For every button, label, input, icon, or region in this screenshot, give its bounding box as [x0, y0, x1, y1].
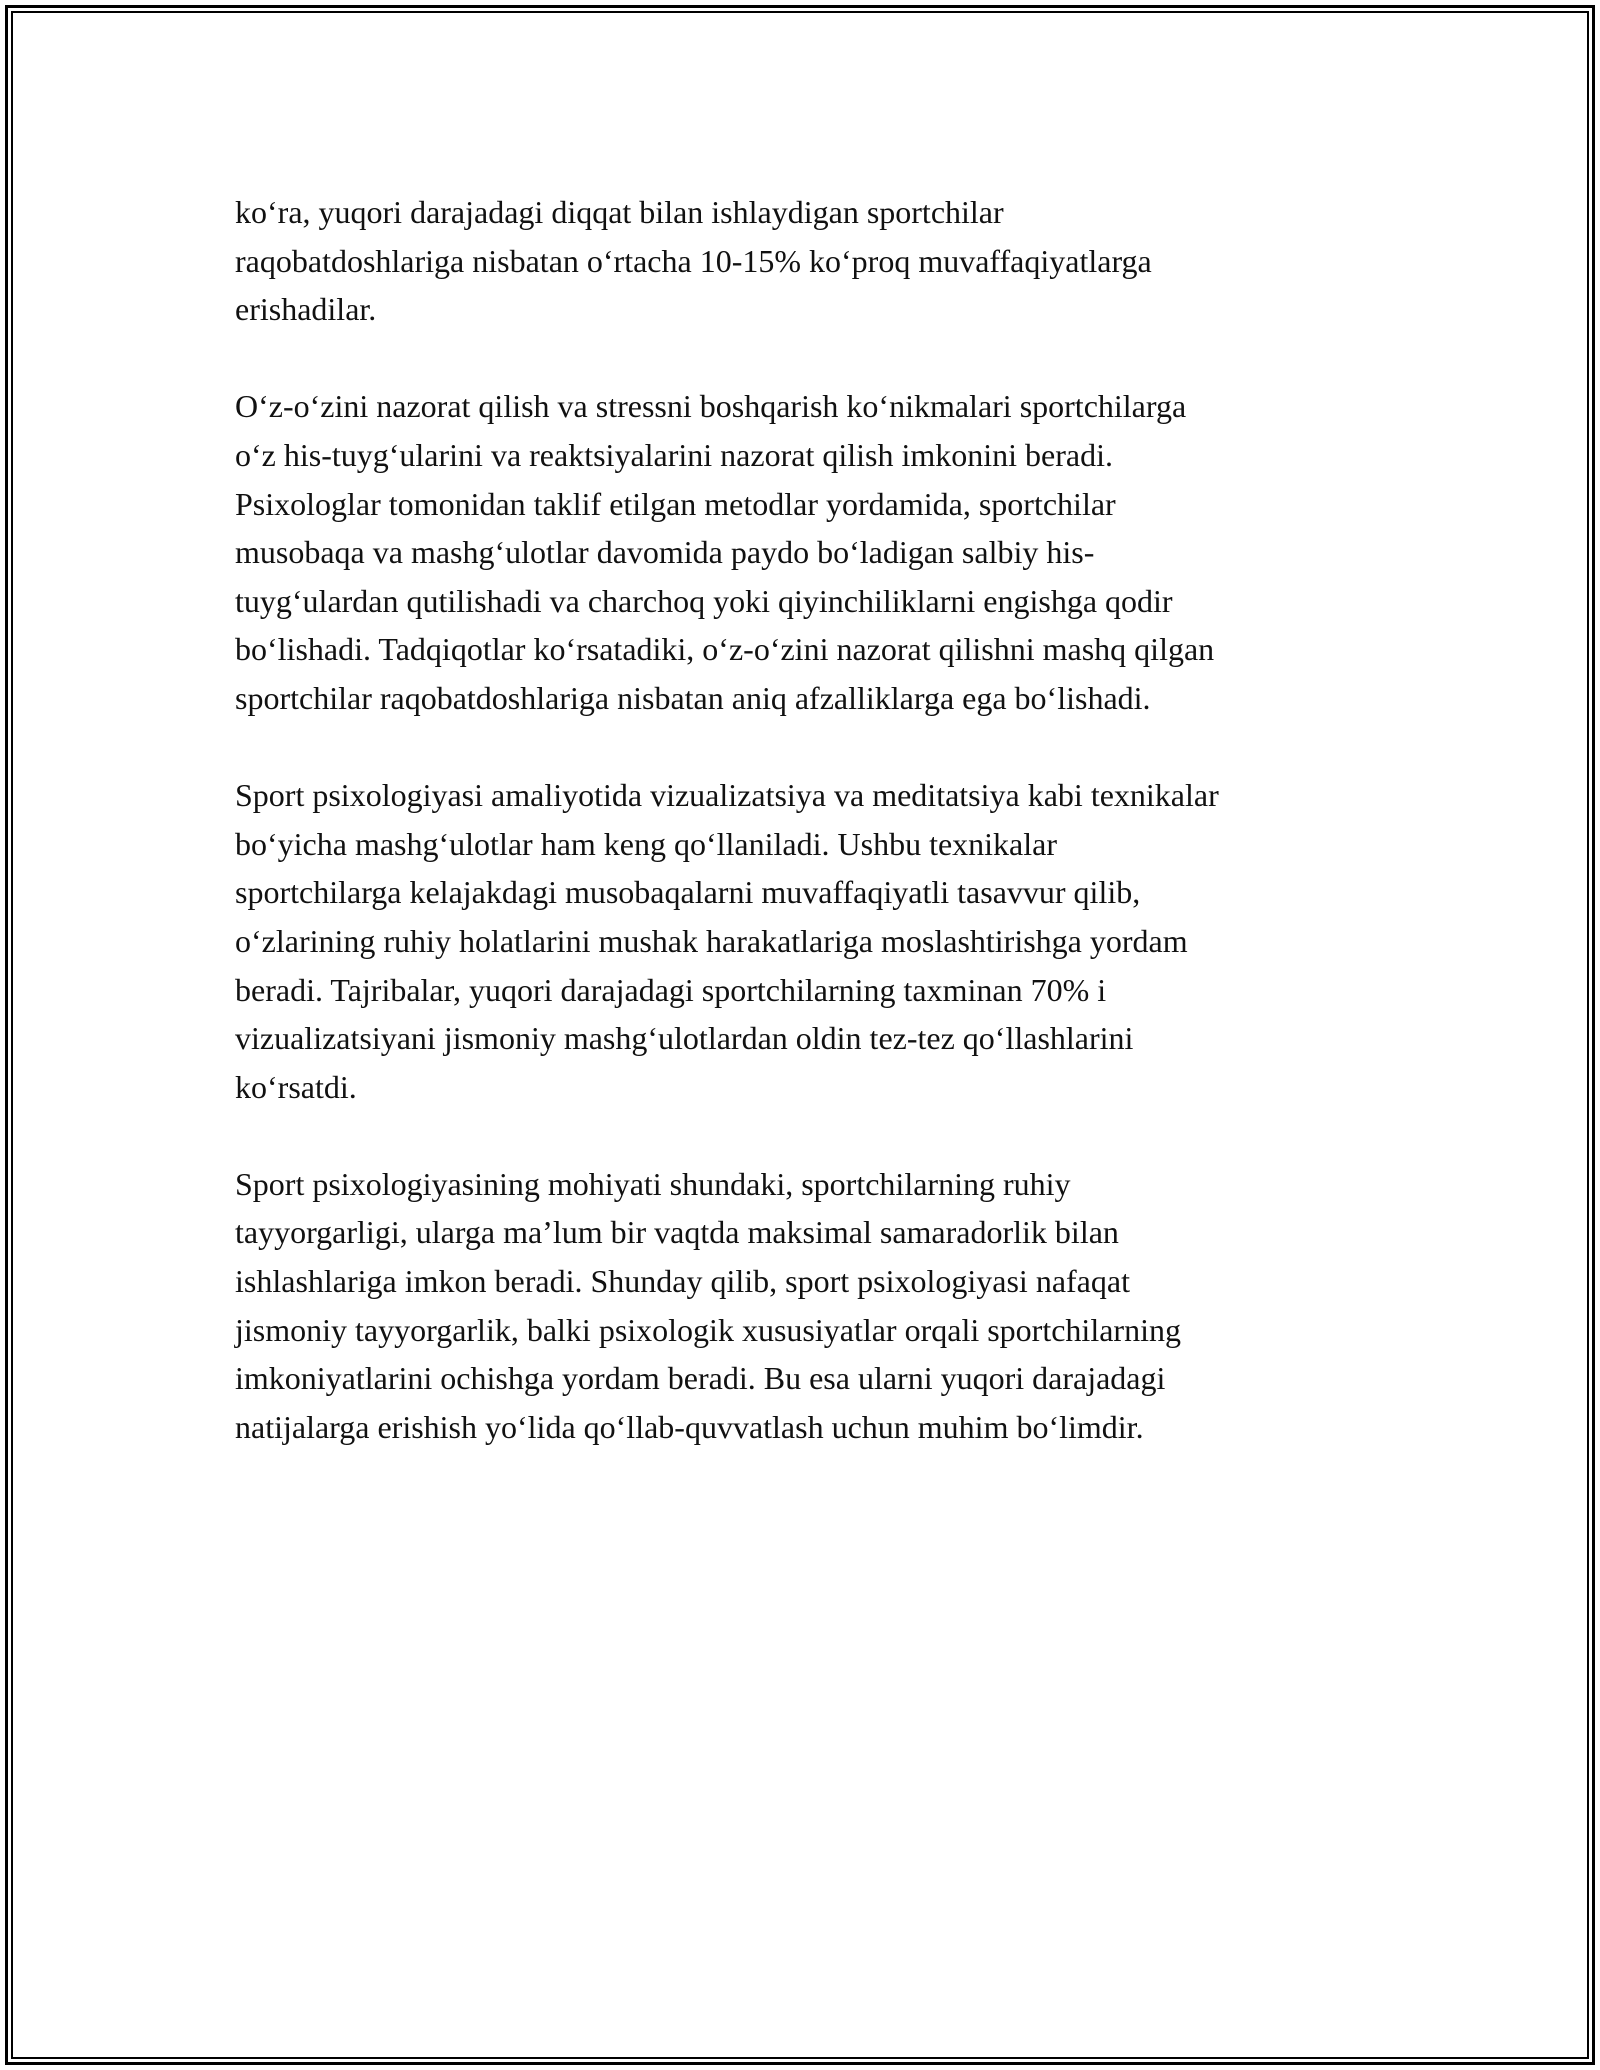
text-line: sportchilarga kelajakdagi musobaqalarni muvaffaqiyatli tasavvur qilib, — [235, 874, 1141, 911]
text-line: Psixologlar tomonidan taklif etilgan metodlar yordamida, sportchilar — [235, 485, 1116, 522]
text-line: musobaqa va mashg‘ulotlar davomida paydo bo‘ladigan salbiy his- — [235, 534, 1095, 571]
text-line: tayyorgarligi, ularga ma’lum bir vaqtda maksimal samaradorlik bilan — [235, 1214, 1119, 1251]
paragraph-2 — [235, 382, 1415, 722]
text-line: sportchilar raqobatdoshlariga nisbatan aniq afzalliklarga ega bo‘lishadi. — [235, 679, 1151, 716]
text-line: erishadilar. — [235, 291, 377, 328]
text-line: vizualizatsiyani jismoniy mashg‘ulotlardan oldin tez-tez qo‘llashlarini — [235, 1020, 1134, 1057]
text-line: beradi. Tajribalar, yuqori darajadagi sportchilarning taxminan 70% i — [235, 971, 1107, 1008]
text-line: O‘z-o‘zini nazorat qilish va stressni boshqarish ko‘nikmalari sportchilarga — [235, 388, 1187, 425]
text-line: bo‘yicha mashg‘ulotlar ham keng qo‘llaniladi. Ushbu texnikalar — [235, 825, 1057, 862]
paragraph-3 — [235, 771, 1415, 1111]
text-line: bo‘lishadi. Tadqiqotlar ko‘rsatadiki, o‘z-o‘zini nazorat qilishni mashq qilgan — [235, 631, 1215, 668]
text-line: o‘zlarining ruhiy holatlarini mushak harakatlariga moslashtirishga yordam — [235, 922, 1188, 959]
text-line: ko‘rsatdi. — [235, 1068, 357, 1105]
text-line: jismoniy tayyorgarlik, balki psixologik xususiyatlar orqali sportchilarning — [235, 1311, 1181, 1348]
document-body — [235, 188, 1415, 1500]
text-line: tuyg‘ulardan qutilishadi va charchoq yoki qiyinchiliklarni engishga qodir — [235, 582, 1173, 619]
text-line: ishlashlariga imkon beradi. Shunday qilib, sport psixologiyasi nafaqat — [235, 1263, 1130, 1300]
text-line: natijalarga erishish yo‘lida qo‘llab-quvvatlash uchun muhim bo‘limdir. — [235, 1408, 1144, 1445]
text-line: imkoniyatlarini ochishga yordam beradi. Bu esa ularni yuqori darajadagi — [235, 1360, 1166, 1397]
text-line: Sport psixologiyasining mohiyati shundaki, sportchilarning ruhiy — [235, 1165, 1071, 1202]
text-line: raqobatdoshlariga nisbatan o‘rtacha 10-15% ko‘proq muvaffaqiyatlarga — [235, 242, 1152, 279]
text-line: ko‘ra, yuqori darajadagi diqqat bilan ishlaydigan sportchilar — [235, 194, 1004, 230]
paragraph-4 — [235, 1160, 1415, 1452]
paragraph-1 — [235, 188, 1415, 334]
text-line: o‘z his-tuyg‘ularini va reaktsiyalarini nazorat qilish imkonini beradi. — [235, 436, 1113, 473]
text-line: Sport psixologiyasi amaliyotida vizualizatsiya va meditatsiya kabi texnikalar — [235, 777, 1219, 814]
